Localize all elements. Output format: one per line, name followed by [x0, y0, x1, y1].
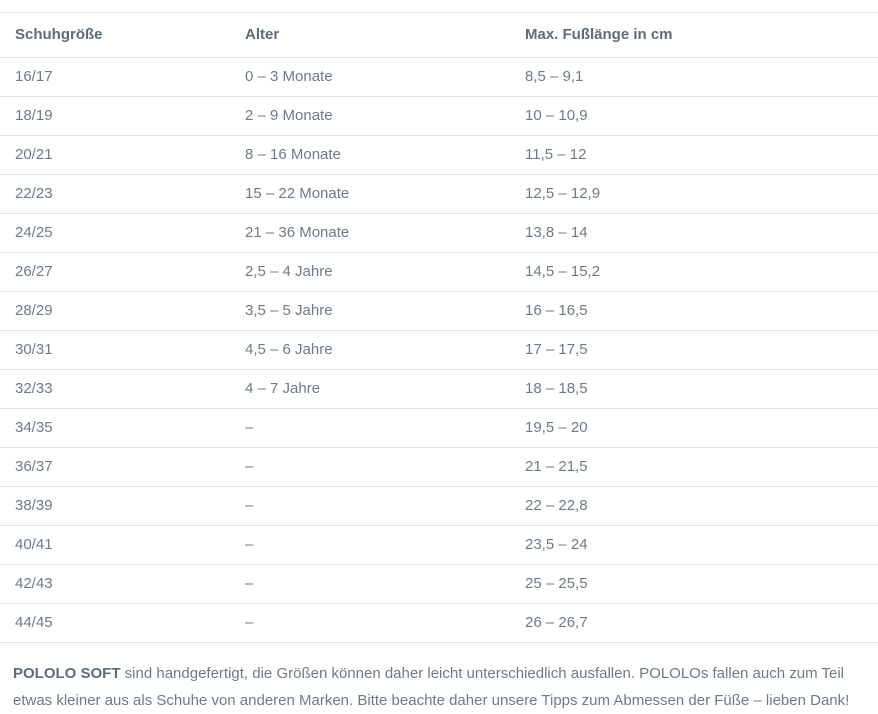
- cell-foot-length: 21 – 21,5: [510, 448, 878, 487]
- table-body: [0, 58, 878, 643]
- cell-foot-length: 26 – 26,7: [510, 604, 878, 643]
- table-row: [0, 331, 878, 370]
- table-row: [0, 526, 878, 565]
- cell-age: 0 – 3 Monate: [230, 58, 510, 97]
- cell-shoe-size: 22/23: [0, 175, 230, 214]
- cell-foot-length: 23,5 – 24: [510, 526, 878, 565]
- table-row: [0, 175, 878, 214]
- cell-age: –: [230, 604, 510, 643]
- cell-foot-length: 11,5 – 12: [510, 136, 878, 175]
- cell-shoe-size: 16/17: [0, 58, 230, 97]
- cell-shoe-size: 34/35: [0, 409, 230, 448]
- table-row: [0, 97, 878, 136]
- table-row: [0, 604, 878, 643]
- cell-age: 4 – 7 Jahre: [230, 370, 510, 409]
- cell-shoe-size: 42/43: [0, 565, 230, 604]
- cell-foot-length: 22 – 22,8: [510, 487, 878, 526]
- cell-shoe-size: 30/31: [0, 331, 230, 370]
- table-row: [0, 448, 878, 487]
- cell-shoe-size: 40/41: [0, 526, 230, 565]
- cell-age: –: [230, 487, 510, 526]
- cell-foot-length: 18 – 18,5: [510, 370, 878, 409]
- table-row: [0, 214, 878, 253]
- table-row: [0, 409, 878, 448]
- cell-shoe-size: 32/33: [0, 370, 230, 409]
- cell-age: 21 – 36 Monate: [230, 214, 510, 253]
- cell-shoe-size: 38/39: [0, 487, 230, 526]
- cell-shoe-size: 36/37: [0, 448, 230, 487]
- cell-age: 3,5 – 5 Jahre: [230, 292, 510, 331]
- shoe-size-table: [0, 12, 878, 643]
- table-row: [0, 370, 878, 409]
- column-header-fusslaenge: Max. Fußlänge in cm: [510, 13, 878, 58]
- cell-foot-length: 25 – 25,5: [510, 565, 878, 604]
- cell-foot-length: 12,5 – 12,9: [510, 175, 878, 214]
- table-row: [0, 565, 878, 604]
- table-row: [0, 136, 878, 175]
- cell-foot-length: 19,5 – 20: [510, 409, 878, 448]
- cell-foot-length: 14,5 – 15,2: [510, 253, 878, 292]
- note-bold-lead: POLOLO SOFT: [13, 665, 121, 682]
- cell-age: 2 – 9 Monate: [230, 97, 510, 136]
- cell-foot-length: 10 – 10,9: [510, 97, 878, 136]
- cell-foot-length: 13,8 – 14: [510, 214, 878, 253]
- cell-shoe-size: 20/21: [0, 136, 230, 175]
- cell-foot-length: 16 – 16,5: [510, 292, 878, 331]
- cell-shoe-size: 24/25: [0, 214, 230, 253]
- cell-age: 2,5 – 4 Jahre: [230, 253, 510, 292]
- table-row: [0, 487, 878, 526]
- cell-foot-length: 8,5 – 9,1: [510, 58, 878, 97]
- cell-age: –: [230, 448, 510, 487]
- cell-age: 8 – 16 Monate: [230, 136, 510, 175]
- cell-shoe-size: 26/27: [0, 253, 230, 292]
- cell-age: 4,5 – 6 Jahre: [230, 331, 510, 370]
- cell-age: –: [230, 565, 510, 604]
- cell-foot-length: 17 – 17,5: [510, 331, 878, 370]
- cell-shoe-size: 18/19: [0, 97, 230, 136]
- table-row: [0, 253, 878, 292]
- table-row: [0, 58, 878, 97]
- cell-shoe-size: 28/29: [0, 292, 230, 331]
- table-row: [0, 292, 878, 331]
- cell-age: –: [230, 409, 510, 448]
- table-header-row: [0, 13, 878, 58]
- cell-age: –: [230, 526, 510, 565]
- cell-age: 15 – 22 Monate: [230, 175, 510, 214]
- note-text: sind handgefertigt, die Größen können daher leicht unterschiedlich ausfallen. POLOLOs fallen auch zum Teil etwas kleiner aus als Schuhe von anderen Marken. Bitte beachte daher unsere Tipps zum Abmessen der Füße – lieben Dank!: [13, 665, 850, 709]
- column-header-schuhgroesse: Schuhgröße: [0, 13, 230, 58]
- column-header-alter: Alter: [230, 13, 510, 58]
- handmade-note: [13, 660, 863, 714]
- cell-shoe-size: 44/45: [0, 604, 230, 643]
